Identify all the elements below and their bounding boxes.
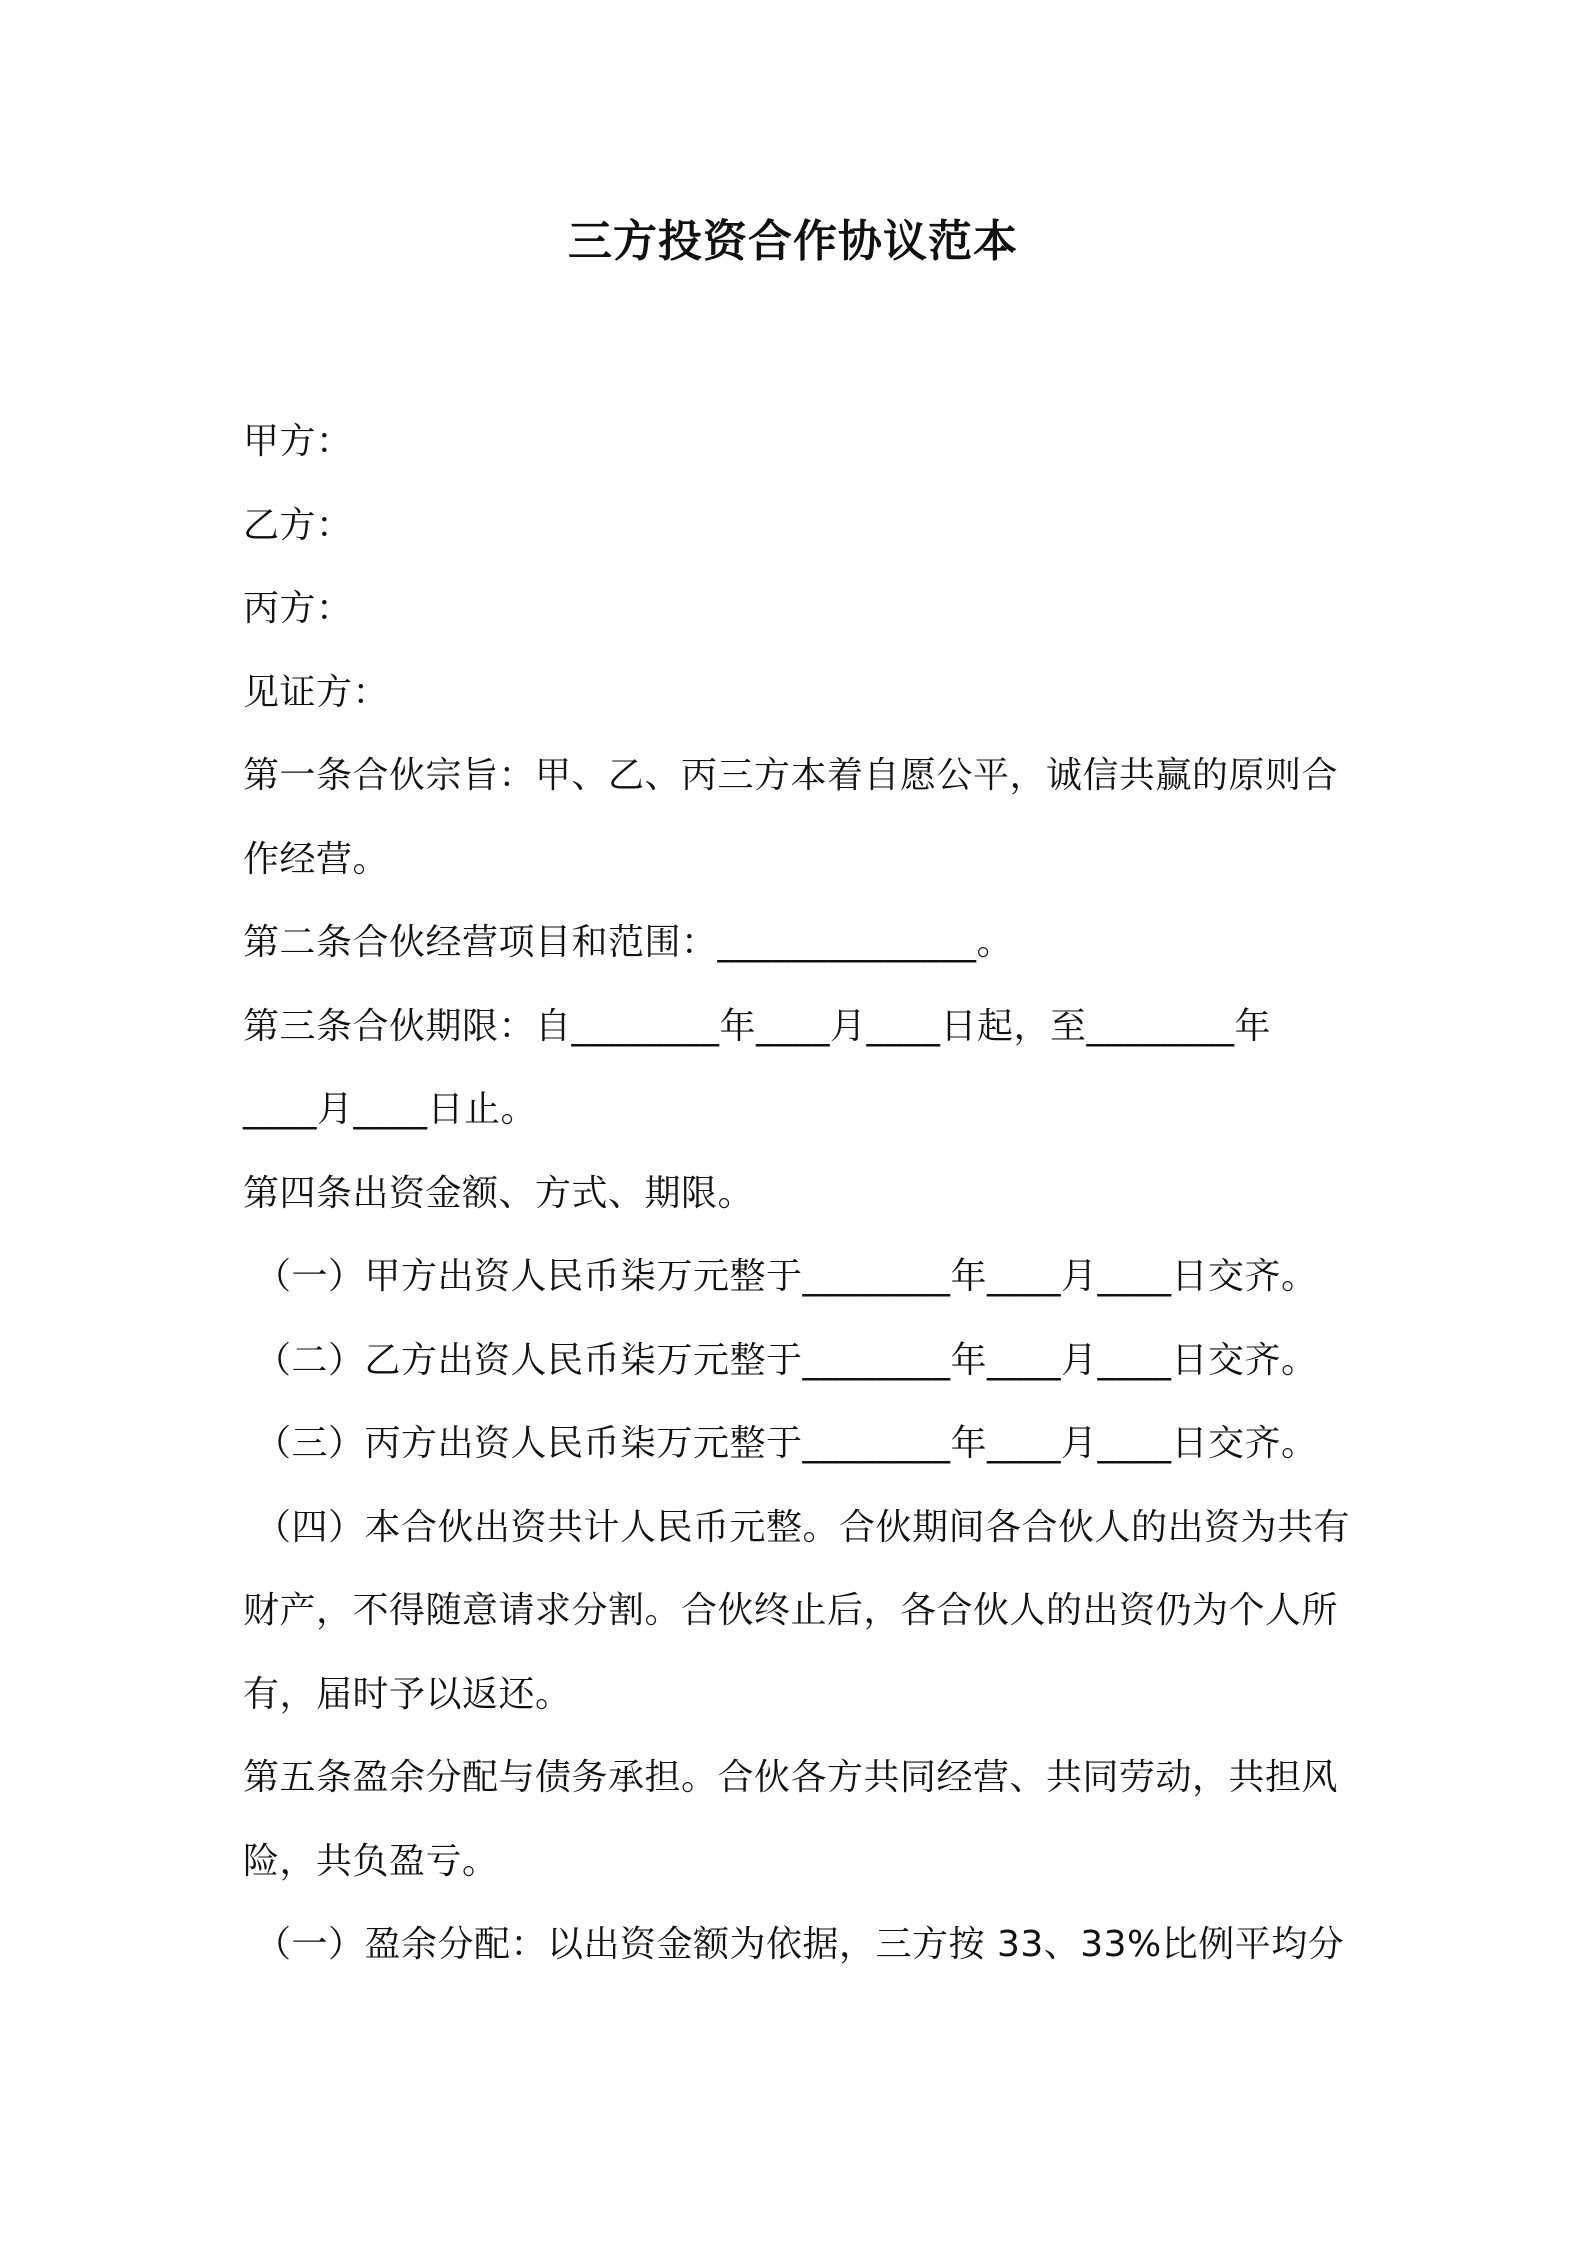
article-5-line-1: 第五条盈余分配与债务承担。合伙各方共同经营、共同劳动，共担风 bbox=[243, 1757, 1339, 1798]
article-1-line-1: 第一条合伙宗旨：甲、乙、丙三方本着自愿公平，诚信共赢的原则合 bbox=[243, 755, 1339, 796]
article-3-line-1: 第三条合伙期限：自________年____月____日起，至________年 bbox=[243, 1005, 1272, 1047]
article-4-item-2: （二）乙方出资人民币柒万元整于________年____月____日交齐。 bbox=[255, 1339, 1318, 1381]
article-4-item-4-line-3: 有，届时予以返还。 bbox=[243, 1673, 572, 1715]
article-4-item-1: （一）甲方出资人民币柒万元整于________年____月____日交齐。 bbox=[255, 1256, 1318, 1297]
document-body bbox=[243, 400, 1353, 1987]
article-5-item-1-line-1: （一）盈余分配：以出资金额为依据，三方按 33、33%比例平均分 bbox=[255, 1924, 1345, 1965]
article-3-line-2: ____月____日止。 bbox=[243, 1089, 538, 1130]
witness-line: 见证方： bbox=[243, 671, 390, 713]
article-4-item-3: （三）丙方出资人民币柒万元整于________年____月____日交齐。 bbox=[255, 1423, 1318, 1464]
article-4-item-4-line-1: （四）本合伙出资共计人民币元整。合伙期间各合伙人的出资为共有 bbox=[255, 1506, 1351, 1548]
article-1-line-2: 作经营。 bbox=[243, 838, 390, 880]
article-4-heading: 第四条出资金额、方式、期限。 bbox=[243, 1172, 755, 1214]
party-a-line: 甲方： bbox=[243, 421, 353, 462]
party-b-line: 乙方： bbox=[243, 504, 353, 546]
article-2-line: 第二条合伙经营项目和范围：______________。 bbox=[243, 922, 1014, 963]
document-title: 三方投资合作协议范本 bbox=[568, 216, 1018, 267]
party-c-line: 丙方： bbox=[243, 588, 353, 629]
article-4-item-4-line-2: 财产，不得随意请求分割。合伙终止后，各合伙人的出资仍为个人所 bbox=[243, 1590, 1339, 1631]
article-5-line-2: 险，共负盈亏。 bbox=[243, 1840, 499, 1882]
